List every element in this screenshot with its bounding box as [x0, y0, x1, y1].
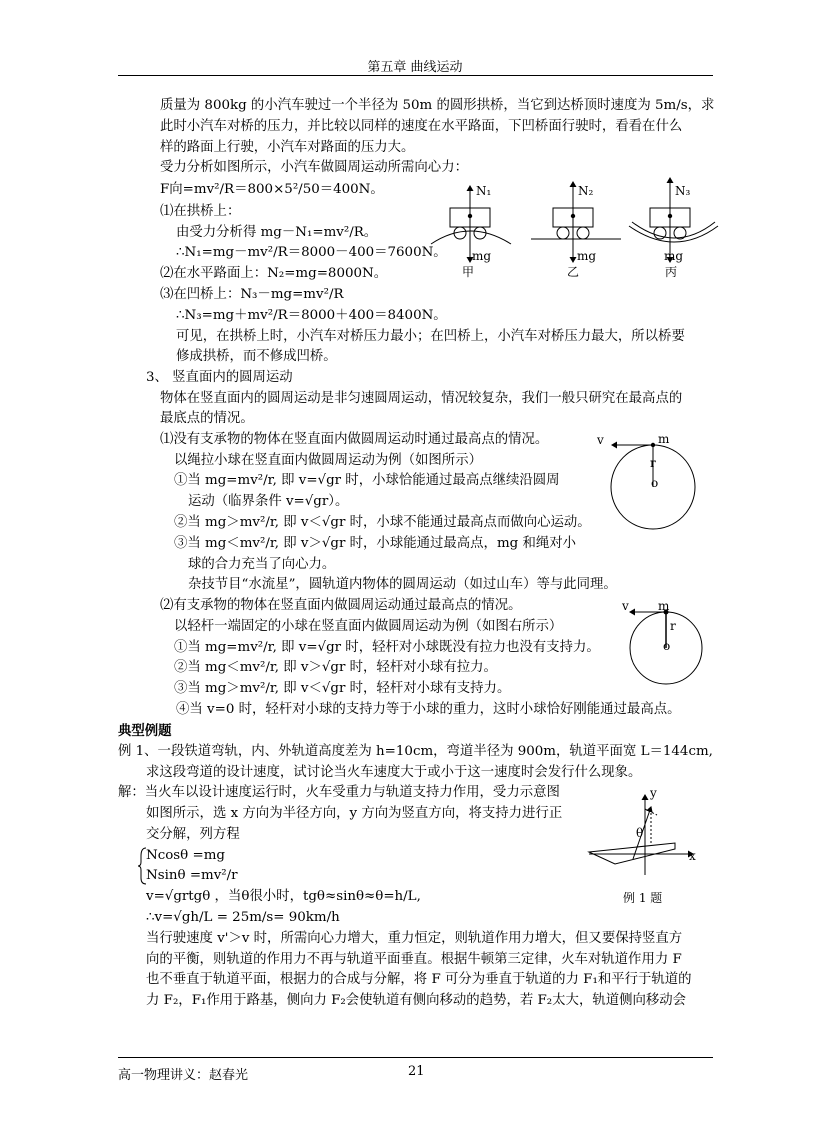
text-line: 此时小汽车对桥的压力，并比较以同样的速度在水平路面，下凹桥面行驶时，看看在什么: [160, 119, 683, 134]
text-line: ∴N₁=mg－mv²/R＝8000－400＝7600N。: [176, 245, 447, 260]
text-line: ⑴在拱桥上：: [160, 204, 241, 219]
text-line: 向的平衡，则轨道的作用力不再与轨道平面垂直。根据牛顿第三定律，火车对轨道作用力 F: [146, 952, 682, 967]
text-line: ③当 mg＞mv²/r, 即 v＜√gr 时，轻杆对小球有支持力。: [174, 681, 511, 696]
car-on-arch-bridge: [431, 186, 511, 262]
text-line: ⑵有支承物的物体在竖直面内做圆周运动通过最高点的情况。: [160, 598, 522, 613]
label-x: x: [689, 849, 696, 863]
text-line: 如图所示，选 x 方向为半径方向，y 方向为竖直方向，将支持力进行正: [146, 806, 563, 821]
label-y: y: [650, 786, 657, 800]
text-line: 当行驶速度 v'＞v 时，所需向心力增大，重力恒定，则轨道作用力增大，但又要保持竖直方: [146, 931, 683, 946]
text-line: 例 1、一段铁道弯轨，内、外轨道高度差为 h=10cm，弯道半径为 900m，轨道平面宽 L＝144cm,: [118, 744, 713, 759]
footer-author: 高一物理讲义：赵春光: [118, 1068, 249, 1083]
figure-caption: 例 1 题: [623, 891, 663, 905]
text-line: ⑶在凹桥上：N₃－mg=mv²/R: [160, 287, 344, 302]
rail-force-diagram: [585, 785, 705, 910]
caption-yi: 乙: [567, 265, 580, 279]
label-o: o: [651, 476, 659, 490]
label-r: r: [650, 456, 656, 470]
text-line: ①当 mg=mv²/r, 即 v=√gr 时，小球恰能通过最高点继续沿圆周: [174, 473, 560, 488]
label-n3: N₃: [675, 184, 691, 198]
text-line: 由受力分析得 mg－N₁=mv²/R。: [176, 225, 378, 240]
text-line: ∴N₃=mg＋mv²/R＝8000＋400＝8400N。: [176, 308, 447, 323]
text-line: ⑵在水平路面上：N₂=mg=8000N。: [160, 266, 388, 281]
text-line: 样的路面上行驶，小汽车对路面的压力大。: [160, 140, 415, 155]
rod-circle-diagram: [618, 598, 718, 698]
rope-circle-diagram: [590, 430, 720, 540]
label-n2: N₂: [578, 184, 594, 198]
text-line: 修成拱桥，而不修成凹桥。: [176, 349, 337, 364]
page-header: 第五章 曲线运动: [367, 60, 463, 75]
label-mg: mg: [664, 249, 684, 263]
page-number: 21: [408, 1064, 425, 1079]
label-theta: θ: [636, 826, 644, 840]
text-line: 受力分析如图所示，小汽车做圆周运动所需向心力：: [160, 160, 468, 175]
text-line: 球的合力充当了向心力。: [188, 557, 336, 572]
header-rule: [118, 75, 713, 76]
label-o: o: [663, 639, 671, 653]
text-line: ④当 v=0 时，轻杆对小球的支持力等于小球的重力，这时小球恰好刚能通过最高点。: [176, 702, 681, 717]
text-line: 解：当火车以设计速度运行时，火车受重力与轨道支持力作用，受力示意图: [118, 785, 560, 800]
label-r: r: [670, 619, 676, 633]
label-m: m: [658, 599, 670, 613]
text-line: ∴v=√gh/L = 25m/s= 90km/h: [146, 910, 340, 925]
car-on-flat-road: [531, 182, 621, 262]
text-line: ②当 mg＜mv²/r, 即 v＞√gr 时，轻杆对小球有拉力。: [174, 660, 497, 675]
text-line: 交分解，列方程: [146, 827, 240, 842]
text-line: Nsinθ =mv²/r: [146, 868, 238, 883]
text-line: v=√grtgθ ，当θ很小时，tgθ≈sinθ≈θ=h/L,: [146, 889, 421, 904]
footer-rule: [118, 1057, 713, 1058]
label-mg: mg: [577, 249, 597, 263]
text-line: 物体在竖直面内的圆周运动是非匀速圆周运动，情况较复杂，我们一般只研究在最高点的: [160, 391, 683, 406]
text-line: 可见，在拱桥上时，小汽车对桥压力最小；在凹桥上，小汽车对桥压力最大，所以桥要: [176, 329, 685, 344]
section-heading: 典型例题: [118, 723, 172, 739]
text-line: F向=mv²/R＝800×5²/50＝400N。: [160, 182, 384, 197]
label-n1: N₁: [476, 184, 492, 198]
text-line: 求这段弯道的设计速度，试讨论当火车速度大于或小于这一速度时会发行什么现象。: [146, 765, 642, 780]
equation-brace: [138, 846, 148, 886]
text-line: ①当 mg=mv²/r, 即 v=√gr 时，轻杆对小球既没有拉力也没有支持力。: [174, 640, 600, 655]
text-line: 也不垂直于轨道平面，根据力的合成与分解，将 F 可分为垂直于轨道的力 F₁和平行于轨道的: [146, 972, 692, 987]
text-line: ⑴没有支承物的物体在竖直面内做圆周运动时通过最高点的情况。: [160, 432, 549, 447]
text-line: ②当 mg＞mv²/r, 即 v＜√gr 时，小球不能通过最高点而做向心运动。: [174, 515, 591, 530]
label-m: m: [658, 432, 670, 446]
label-v: v: [597, 433, 604, 447]
car-force-diagrams: [425, 178, 715, 283]
text-line: 以轻杆一端固定的小球在竖直面内做圆周运动为例（如图右所示）: [174, 619, 563, 634]
label-v: v: [622, 599, 629, 613]
label-mg: mg: [472, 249, 492, 263]
text-line: 最底点的情况。: [160, 411, 254, 426]
text-line: 质量为 800kg 的小汽车驶过一个半径为 50m 的圆形拱桥，当它到达桥顶时速度为 5m/s，求: [160, 98, 715, 113]
text-line: 杂技节目“水流星”，圆轨道内物体的圆周运动（如过山车）等与此同理。: [188, 577, 617, 592]
text-line: 运动（临界条件 v=√gr）。: [188, 494, 349, 509]
text-line: 以绳拉小球在竖直面内做圆周运动为例（如图所示）: [174, 453, 482, 468]
text-line: ③当 mg＜mv²/r, 即 v＞√gr 时，小球能通过最高点，mg 和绳对小: [174, 536, 577, 551]
text-line: 3、 竖直面内的圆周运动: [146, 370, 293, 385]
caption-bing: 丙: [665, 265, 678, 279]
text-line: Ncosθ =mg: [146, 848, 225, 863]
text-line: 力 F₂，F₁作用于路基，侧向力 F₂会使轨道有侧向移动的趋势，若 F₂太大，轨道侧向移动会: [146, 993, 687, 1008]
caption-jia: 甲: [462, 265, 475, 279]
